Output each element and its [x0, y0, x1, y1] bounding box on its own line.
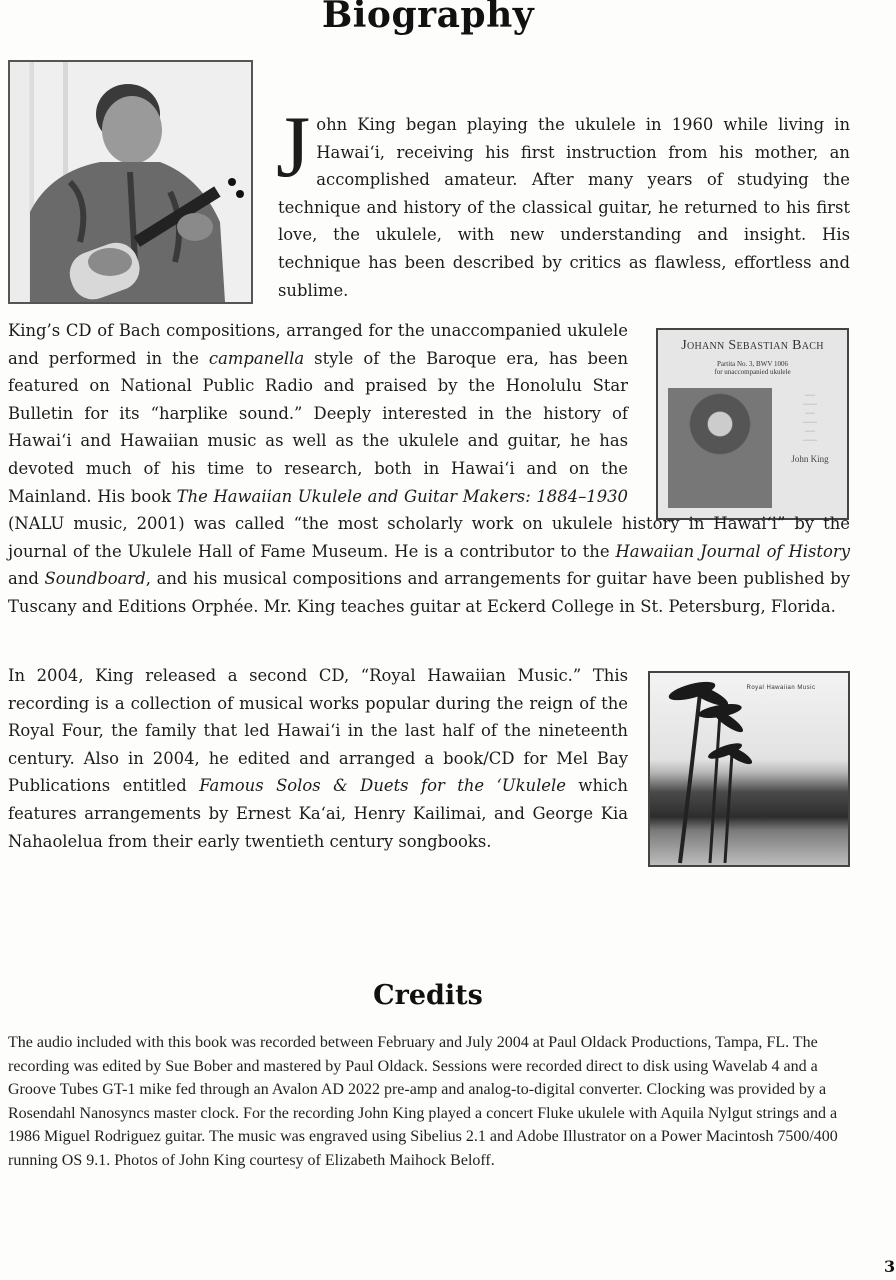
- royal-hawaiian-cd-cover: [648, 671, 850, 867]
- portrait-photo: [8, 60, 253, 304]
- page-title: Biography: [321, 0, 535, 36]
- cd-bach-subtitle: Partita No. 3, BWV 1006 for unaccompanied ukulele: [714, 360, 791, 376]
- bio-paragraph-1: John King began playing the ukulele in 1960 while living in Hawai‘i, receiving his first instruction from his mother, an accomplished amateur. After many years of studying the technique and history of the classical guitar, he returned to his first love, the ukulele, with new understanding and insight. His technique has been described by critics as flawless, effortless and sublime.: [276, 99, 850, 300]
- bio-paragraph-2: King’s CD of Bach compositions, arranged for the unaccompanied ukulele and performed in the campanella style of the Baroque era, has been featured on National Public Radio and praised by the Honolulu Star Bulletin for its “harplike sound.” Deeply interested in the history of Hawai‘i and Hawaiian music as well as the ukulele and guitar, he has devoted much of his time to research, both in Hawai‘i and on the Mainland. His book The Hawaiian Ukulele and Guitar Makers: 1884–1930 (NALU music, 2001) was called “the most scholarly work on ukulele history in Hawai‘i” by the journal of the Ukulele Hall of Fame Museum. He is a contributor to the Hawaiian Journal of History and Soundboard, and his musical compositions and arrangements for guitar have been published by Tuscany and Editions Orphée. Mr. King teaches guitar at Eckerd College in St. Petersburg, Florida.: [8, 321, 851, 616]
- palm-trees-image: [650, 673, 848, 865]
- credits-text: The audio included with this book was recorded between February and July 2004 at Paul Oldack Productions, Tampa, FL. The recording was edited by Sue Bober and mastered by Paul Oldack. Sessions were recorded direct to disk using Wavelab 4 and a Groove Tubes GT-1 mike fed through an Avalon AD 2022 pre-amp and analog-to-digital converter. Clocking was provided by a Rosendahl Nanosyncs master clock. For the recording John King played a concert Fluke ukulele with Aquila Nylgut strings and a 1986 Miguel Rodriguez guitar. The music was engraved using Sibelius 2.1 and Adobe Illustrator on a Power Macintosh 7500/400 running OS 9.1. Photos of John King courtesy of Elizabeth Maihock Beloff.: [8, 1034, 838, 1169]
- cd-royal-title: Royal Hawaiian Music: [746, 685, 816, 691]
- cd-bach-side-text: ····· ······· ····· ······· ····· ······· John King: [791, 393, 829, 464]
- portrait-image: [10, 62, 251, 302]
- drop-cap: J: [276, 99, 311, 196]
- credits-title: Credits: [373, 980, 483, 1011]
- cd-bach-title: Johann Sebastian Bach: [681, 338, 824, 353]
- bio-paragraph-3: In 2004, King released a second CD, “Royal Hawaiian Music.” This recording is a collection of musical works popular during the reign of the Royal Four, the family that led Hawai‘i in the last half of the nineteenth century. Also in 2004, he edited and arranged a book/CD for Mel Bay Publications entitled Famous Solos & Duets for the ‘Ukulele which features arrangements by Ernest Ka‘ai, Henry Kailimai, and George Kia Nahaolelua from their early twentieth century songbooks.: [8, 666, 628, 851]
- page-number: 3: [884, 1257, 896, 1276]
